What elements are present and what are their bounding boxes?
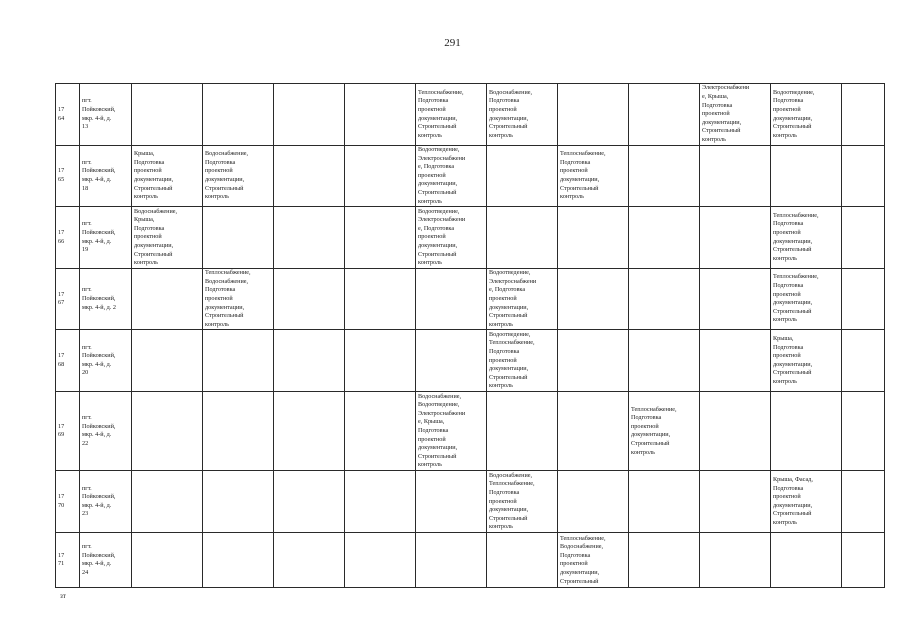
empty-cell xyxy=(842,269,885,330)
empty-cell xyxy=(842,392,885,471)
empty-cell xyxy=(274,146,345,207)
row-number-cell: 17 67 xyxy=(56,269,80,330)
empty-cell xyxy=(416,533,487,588)
address-cell: пгт. Пойковский, мкр. 4-й, д. 18 xyxy=(80,146,132,207)
empty-cell xyxy=(132,392,203,471)
row-number-cell: 17 70 xyxy=(56,471,80,533)
table-row xyxy=(56,330,885,392)
empty-cell xyxy=(558,392,629,471)
empty-cell xyxy=(700,146,771,207)
empty-cell xyxy=(842,471,885,533)
row-number-cell: 17 65 xyxy=(56,146,80,207)
empty-cell xyxy=(345,392,416,471)
empty-cell xyxy=(132,533,203,588)
address-cell: пгт. Пойковский, мкр. 4-й, д. 20 xyxy=(80,330,132,392)
empty-cell xyxy=(345,207,416,269)
works-cell: Крыша, Подготовка проектной документации, Строительный контроль xyxy=(132,146,203,207)
works-cell: Крыша, Подготовка проектной документации, Строительный контроль xyxy=(771,330,842,392)
works-cell: Водоотведение, Электроснабжени e, Подготовка проектной документации, Строительный контроль xyxy=(416,207,487,269)
empty-cell xyxy=(842,207,885,269)
empty-cell xyxy=(203,471,274,533)
empty-cell xyxy=(558,330,629,392)
address-cell: пгт. Пойковский, мкр. 4-й, д. 13 xyxy=(80,84,132,146)
empty-cell xyxy=(629,84,700,146)
empty-cell xyxy=(558,84,629,146)
table-row xyxy=(56,146,885,207)
works-schedule-table xyxy=(55,83,885,588)
empty-cell xyxy=(629,146,700,207)
works-cell: Водоотведение, Электроснабжени e, Подготовка проектной документации, Строительный контроль xyxy=(416,146,487,207)
empty-cell xyxy=(487,207,558,269)
empty-cell xyxy=(487,146,558,207)
empty-cell xyxy=(203,392,274,471)
empty-cell xyxy=(629,330,700,392)
empty-cell xyxy=(274,330,345,392)
empty-cell xyxy=(842,84,885,146)
empty-cell xyxy=(487,533,558,588)
empty-cell xyxy=(274,533,345,588)
empty-cell xyxy=(700,392,771,471)
empty-cell xyxy=(771,146,842,207)
table-row xyxy=(56,533,885,588)
empty-cell xyxy=(132,471,203,533)
empty-cell xyxy=(629,269,700,330)
row-number-cell: 17 68 xyxy=(56,330,80,392)
empty-cell xyxy=(629,207,700,269)
table-row xyxy=(56,84,885,146)
empty-cell xyxy=(416,330,487,392)
footer-mark: зт xyxy=(60,592,66,600)
empty-cell xyxy=(274,269,345,330)
empty-cell xyxy=(345,146,416,207)
works-cell: Теплоснабжение, Подготовка проектной документации, Строительный контроль xyxy=(771,207,842,269)
empty-cell xyxy=(700,269,771,330)
works-cell: Водоотведение, Подготовка проектной документации, Строительный контроль xyxy=(771,84,842,146)
table-body xyxy=(56,84,885,588)
empty-cell xyxy=(700,330,771,392)
works-cell: Водоотведение, Электроснабжени e, Подготовка проектной документации, Строительный контроль xyxy=(487,269,558,330)
works-cell: Водоотведение, Теплоснабжение, Подготовка проектной документации, Строительный контроль xyxy=(487,330,558,392)
empty-cell xyxy=(771,533,842,588)
empty-cell xyxy=(203,84,274,146)
works-cell: Теплоснабжение, Подготовка проектной документации, Строительный контроль xyxy=(416,84,487,146)
empty-cell xyxy=(132,84,203,146)
empty-cell xyxy=(416,269,487,330)
address-cell: пгт. Пойковский, мкр. 4-й, д. 19 xyxy=(80,207,132,269)
works-cell: Теплоснабжение, Подготовка проектной документации, Строительный контроль xyxy=(771,269,842,330)
table-row xyxy=(56,471,885,533)
works-cell: Электроснабжени e, Крыша, Подготовка проектной документации, Строительный контроль xyxy=(700,84,771,146)
empty-cell xyxy=(345,330,416,392)
empty-cell xyxy=(558,471,629,533)
row-number-cell: 17 66 xyxy=(56,207,80,269)
row-number-cell: 17 71 xyxy=(56,533,80,588)
empty-cell xyxy=(132,330,203,392)
works-cell: Теплоснабжение, Водоснабжение, Подготовка проектной документации, Строительный контроль xyxy=(203,269,274,330)
empty-cell xyxy=(558,269,629,330)
works-cell: Водоснабжение, Подготовка проектной документации, Строительный контроль xyxy=(203,146,274,207)
empty-cell xyxy=(629,533,700,588)
empty-cell xyxy=(700,471,771,533)
empty-cell xyxy=(203,207,274,269)
empty-cell xyxy=(203,330,274,392)
works-cell: Теплоснабжение, Подготовка проектной документации, Строительный контроль xyxy=(629,392,700,471)
row-number-cell: 17 64 xyxy=(56,84,80,146)
table-row xyxy=(56,207,885,269)
address-cell: пгт. Пойковский, мкр. 4-й, д. 2 xyxy=(80,269,132,330)
empty-cell xyxy=(558,207,629,269)
works-cell: Водоснабжение, Водоотведение, Электроснабжени e, Крыша, Подготовка проектной документации, Строительный контроль xyxy=(416,392,487,471)
empty-cell xyxy=(416,471,487,533)
empty-cell xyxy=(203,533,274,588)
works-cell: Теплоснабжение, Подготовка проектной документации, Строительный контроль xyxy=(558,146,629,207)
address-cell: пгт. Пойковский, мкр. 4-й, д. 24 xyxy=(80,533,132,588)
empty-cell xyxy=(842,330,885,392)
empty-cell xyxy=(274,392,345,471)
empty-cell xyxy=(345,471,416,533)
works-cell: Водоснабжение, Подготовка проектной документации, Строительный контроль xyxy=(487,84,558,146)
empty-cell xyxy=(842,146,885,207)
empty-cell xyxy=(274,471,345,533)
table-row xyxy=(56,392,885,471)
address-cell: пгт. Пойковский, мкр. 4-й, д. 22 xyxy=(80,392,132,471)
works-cell: Водоснабжение, Теплоснабжение, Подготовка проектной документации, Строительный контроль xyxy=(487,471,558,533)
empty-cell xyxy=(132,269,203,330)
empty-cell xyxy=(771,392,842,471)
empty-cell xyxy=(345,269,416,330)
empty-cell xyxy=(629,471,700,533)
empty-cell xyxy=(842,533,885,588)
empty-cell xyxy=(487,392,558,471)
works-cell: Водоснабжение, Крыша, Подготовка проектной документации, Строительный контроль xyxy=(132,207,203,269)
empty-cell xyxy=(700,207,771,269)
page-number: 291 xyxy=(444,37,461,49)
empty-cell xyxy=(274,207,345,269)
empty-cell xyxy=(274,84,345,146)
works-cell: Теплоснабжение, Водоснабжение, Подготовка проектной документации, Строительный xyxy=(558,533,629,588)
works-cell: Крыша, Фасад, Подготовка проектной документации, Строительный контроль xyxy=(771,471,842,533)
empty-cell xyxy=(345,533,416,588)
empty-cell xyxy=(345,84,416,146)
empty-cell xyxy=(700,533,771,588)
address-cell: пгт. Пойковский, мкр. 4-й, д. 23 xyxy=(80,471,132,533)
table-row xyxy=(56,269,885,330)
row-number-cell: 17 69 xyxy=(56,392,80,471)
